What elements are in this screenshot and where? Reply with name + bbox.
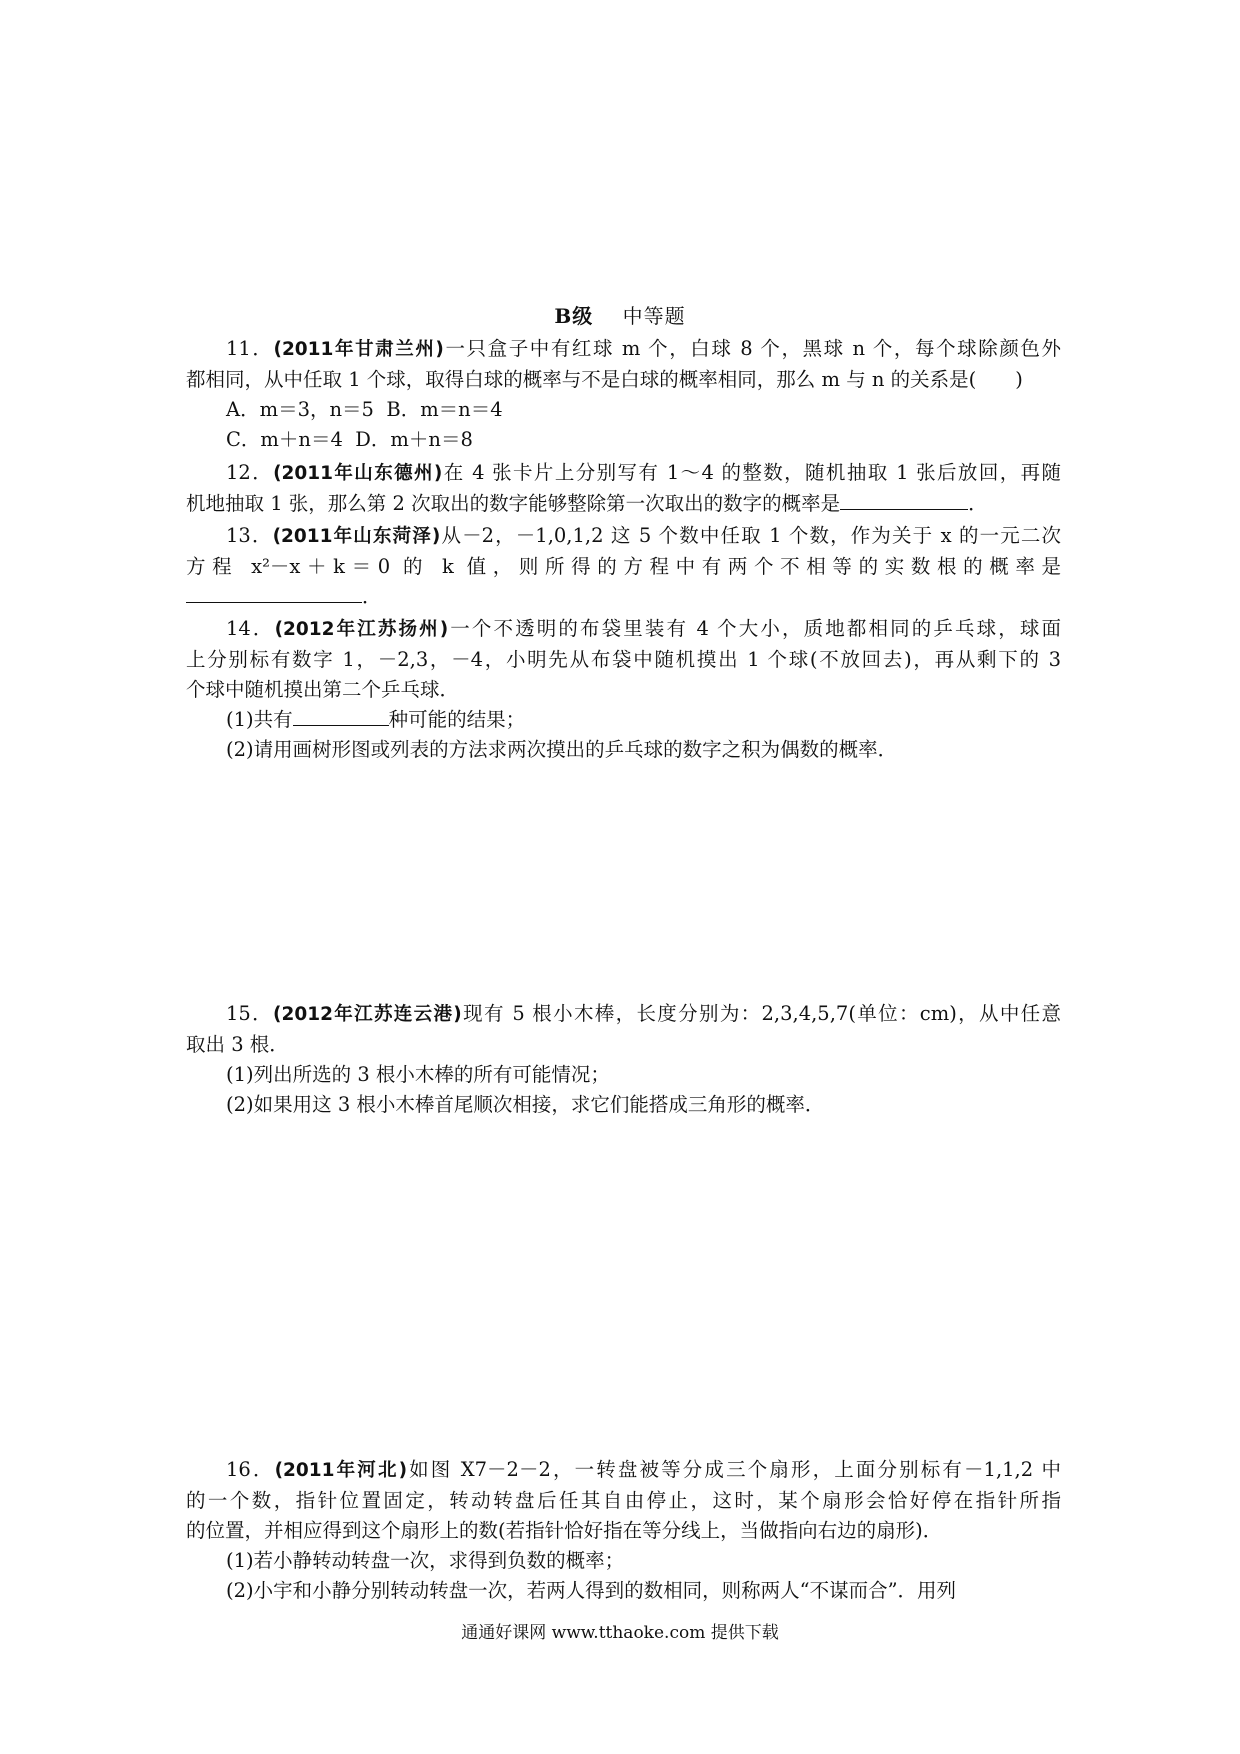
question-15 (186, 999, 1061, 1120)
question-11-line2: 都相同，从中任取 1 个球，取得白球的概率与不是白球的概率相同，那么 m 与 n 的关系是( ) (186, 368, 1023, 391)
question-16-part2: (2)小宇和小静分别转动转盘一次，若两人得到的数相同，则称两人“不谋而合”．用列 (226, 1579, 957, 1602)
question-source: (2011年山东德州) (273, 463, 443, 484)
option-a: A．m＝3，n＝5 (226, 398, 374, 421)
question-16-part1: (1)若小静转动转盘一次，求得到负数的概率； (226, 1549, 625, 1572)
section-heading (0, 300, 1240, 329)
question-source: (2011年河北) (274, 1460, 408, 1481)
question-source: (2012年江苏扬州) (274, 619, 449, 640)
question-12-line1: 12．(2011年山东德州)在 4 张卡片上分别写有 1～4 的整数，随机抽取 1 张后放回，再随 (226, 461, 1061, 484)
question-11-options-cd (186, 425, 1061, 455)
page-footer: 通通好课网 www.tthaoke.com 提供下载 (461, 1623, 779, 1643)
answer-blank (293, 707, 389, 726)
option-d: D．m＋n＝8 (355, 428, 473, 451)
question-11 (186, 334, 1061, 455)
question-13 (186, 521, 1061, 612)
question-14-line1: 14．(2012年江苏扬州)一个不透明的布袋里装有 4 个大小，质地都相同的乒乓球，球面 (226, 617, 1061, 640)
question-source: (2012年江苏连云港) (273, 1004, 462, 1025)
question-15-line1: 15．(2012年江苏连云港)现有 5 根小木棒，长度分别为：2,3,4,5,7(单位：cm)，从中任意 (226, 1002, 1061, 1025)
answer-blank (840, 491, 968, 510)
question-14 (186, 614, 1061, 765)
answer-blank (186, 584, 362, 603)
question-12 (186, 458, 1061, 519)
question-16 (186, 1455, 1061, 1606)
question-15-line2: 取出 3 根． (186, 1033, 289, 1056)
question-source: (2011年甘肃兰州) (273, 339, 444, 360)
question-13-line3: ． (186, 582, 1061, 612)
question-15-part2: (2)如果用这 3 根小木棒首尾顺次相接，求它们能搭成三角形的概率． (226, 1093, 825, 1116)
section-name: 中等题 (622, 304, 686, 328)
question-11-options-ab (186, 395, 1061, 425)
question-14-part2: (2)请用画树形图或列表的方法求两次摸出的乒乓球的数字之积为偶数的概率． (226, 738, 898, 761)
question-12-line2: 机地抽取 1 张，那么第 2 次取出的数字能够整除第一次取出的数字的概率是 ． (186, 492, 988, 515)
question-16-line3: 的位置，并相应得到这个扇形上的数(若指针恰好指在等分线上，当做指向右边的扇形)． (186, 1519, 943, 1542)
option-c: C．m＋n＝4 (226, 428, 343, 451)
question-16-line2: 的一个数，指针位置固定，转动转盘后任其自由停止，这时，某个扇形会恰好停在指针所指 (186, 1489, 1061, 1512)
question-11-line1: 11．(2011年甘肃兰州)一只盒子中有红球 m 个，白球 8 个，黑球 n 个，每个球除颜色外 (226, 337, 1061, 360)
question-14-part1: (1)共有 种可能的结果； (226, 708, 526, 731)
option-b: B．m＝n＝4 (386, 398, 503, 421)
section-level: B级 (554, 304, 594, 328)
question-13-line2: 方程 x²－x＋k＝0 的 k 值，则所得的方程中有两个不相等的实数根的概率是 (186, 555, 1061, 578)
question-15-part1: (1)列出所选的 3 根小木棒的所有可能情况； (226, 1063, 610, 1086)
question-13-line1: 13．(2011年山东菏泽)从－2，－1,0,1,2 这 5 个数中任取 1 个数，作为关于 x 的一元二次 (226, 524, 1061, 547)
question-14-line3: 个球中随机摸出第二个乒乓球． (186, 678, 460, 701)
question-source: (2011年山东菏泽) (272, 526, 441, 547)
question-16-line1: 16．(2011年河北)如图 X7－2－2，一转盘被等分成三个扇形，上面分别标有－1,1,2 中 (226, 1458, 1061, 1481)
question-14-line2: 上分别标有数字 1，－2,3，－4，小明先从布袋中随机摸出 1 个球(不放回去)，再从剩下的 3 (186, 648, 1061, 671)
